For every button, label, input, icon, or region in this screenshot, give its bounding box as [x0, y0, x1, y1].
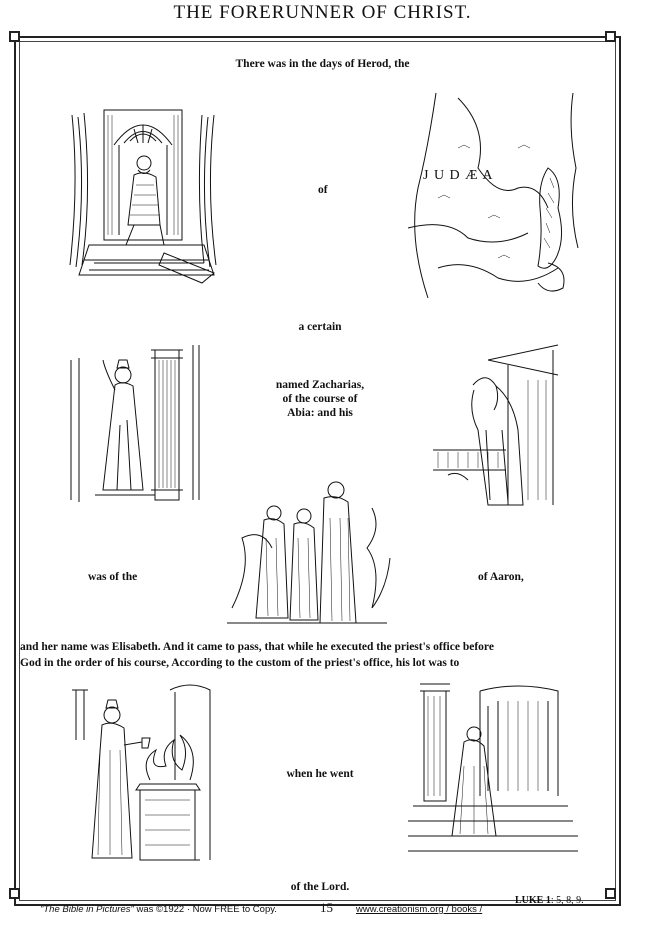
footer-url-link[interactable]: www.creationism.org / books /	[356, 904, 483, 915]
reference-book: LUKE 1	[515, 895, 551, 906]
text-of-the-lord: of the Lord.	[290, 881, 350, 893]
text-abia: Abia: and his	[287, 407, 353, 419]
text-of: of	[318, 184, 328, 196]
illustration-map-judaea	[398, 88, 598, 303]
reference-verses: : 5, 8, 9.	[550, 895, 584, 906]
map-label-judaea: J U D Æ A	[423, 168, 494, 183]
text-of-aaron: of Aaron,	[478, 571, 524, 583]
corner-ornament-bottom-right	[605, 888, 616, 899]
text-was-of-the: was of the	[88, 571, 138, 583]
footer-book-title: "The Bible in Pictures"	[40, 904, 134, 915]
footer-copyright	[40, 904, 277, 915]
illustration-priest-entering-temple	[408, 676, 578, 856]
corner-ornament-bottom-left	[9, 888, 20, 899]
corner-ornament-top-left	[9, 31, 20, 42]
text-line-herod: There was in the days of Herod, the	[235, 58, 410, 70]
text-named-zacharias: named Zacharias,	[275, 379, 365, 391]
illustration-priest-zacharias	[65, 340, 215, 505]
text-course-of: of the course of	[282, 393, 358, 405]
illustration-king-on-throne	[64, 95, 224, 290]
page-title: THE FORERUNNER OF CHRIST.	[173, 2, 472, 23]
illustration-priest-at-altar	[70, 680, 220, 865]
page-number: 15	[320, 900, 333, 915]
corner-ornament-top-right	[605, 31, 616, 42]
text-a-certain: a certain	[298, 321, 342, 333]
text-when-he-went: when he went	[286, 768, 354, 780]
text-line-elisabeth: and her name was Elisabeth. And it came to pass, that while he executed the priest's office before	[20, 641, 494, 653]
text-line-custom: God in the order of his course, According to the custom of the priest's office, his lot was to	[20, 657, 460, 669]
illustration-woman-elisabeth	[428, 340, 573, 510]
scripture-reference	[515, 895, 584, 906]
footer-copyright-text: was ©1922 · Now FREE to Copy.	[133, 904, 277, 915]
illustration-three-women	[222, 468, 392, 628]
